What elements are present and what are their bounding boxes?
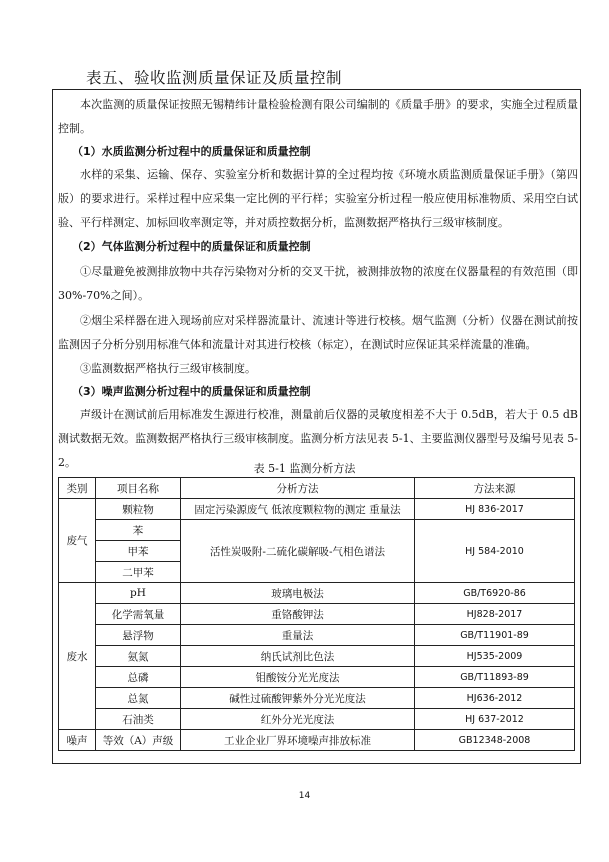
- table-row: [59, 604, 575, 625]
- noise-paragraph: 声级计在测试前后用标准发生源进行校准，测量前后仪器的灵敏度相差不大于 0.5dB，若大于 0.5 dB 测试数据无效。监测数据严格执行三级审核制度。监测分析方法见表 5-1、主要监测仪器型号及编号见表 5-2。: [58, 408, 578, 469]
- table-row: [59, 709, 575, 730]
- table-caption: 表 5-1 监测分析方法: [253, 462, 356, 475]
- method-cell: 工业企业厂界环境噪声排放标准: [181, 730, 415, 751]
- gas-paragraph-2: ②烟尘采样器在进入现场前应对采样器流量计、流速计等进行校核。烟气监测（分析）仪器在测试前按监测因子分析分别用标准气体和流量计对其进行校核（标定），在测试时应保证其采样流量的准确。: [58, 314, 578, 351]
- item-cell: 二甲苯: [96, 562, 181, 583]
- item-cell: 化学需氧量: [96, 604, 181, 625]
- source-cell: HJ 584-2010: [415, 520, 575, 583]
- table-row: [59, 499, 575, 520]
- page-title: 表五、验收监测质量保证及质量控制: [86, 69, 343, 87]
- section-heading-noise: （3）噪声监测分析过程中的质量保证和质量控制: [72, 385, 311, 398]
- gas-paragraph-3: ③监测数据严格执行三级审核制度。: [80, 362, 256, 375]
- item-cell: 总氮: [96, 688, 181, 709]
- table-row: [59, 667, 575, 688]
- item-cell: 等效（A）声级: [96, 730, 181, 751]
- table-row: [59, 520, 575, 541]
- category-cell: 噪声: [59, 730, 96, 751]
- water-paragraph: 水样的采集、运输、保存、实验室分析和数据计算的全过程均按《环境水质监测质量保证手册》（第四版）的要求进行。采样过程中应采集一定比例的平行样；实验室分析过程一般应使用标准物质、采用空白试验、平行样测定、加标回收率测定等，并对质控数据分析，监测数据严格执行三级审核制度。: [58, 168, 578, 229]
- source-cell: GB12348-2008: [415, 730, 575, 751]
- item-cell: 悬浮物: [96, 625, 181, 646]
- source-cell: HJ 836-2017: [415, 499, 575, 520]
- method-cell: 碱性过硫酸钾紫外分光光度法: [181, 688, 415, 709]
- category-cell: 废气: [59, 499, 96, 583]
- source-cell: HJ 637-2012: [415, 709, 575, 730]
- gas-paragraph-1: ①尽量避免被测排放物中共存污染物对分析的交叉干扰，被测排放物的浓度在仪器量程的有效范围（即30%-70%之间）。: [58, 265, 578, 302]
- method-cell: 重铬酸钾法: [181, 604, 415, 625]
- section-heading-gas: （2）气体监测分析过程中的质量保证和质量控制: [72, 240, 311, 253]
- method-cell: 重量法: [181, 625, 415, 646]
- item-cell: 总磷: [96, 667, 181, 688]
- item-cell: 甲苯: [96, 541, 181, 562]
- header-source: 方法来源: [415, 478, 575, 499]
- item-cell: 氨氮: [96, 646, 181, 667]
- method-cell: 钼酸铵分光光度法: [181, 667, 415, 688]
- table-row: [59, 688, 575, 709]
- methods-table: [58, 477, 575, 751]
- method-cell: 活性炭吸附-二硫化碳解吸-气相色谱法: [181, 520, 415, 583]
- table-header-row: [59, 478, 575, 499]
- table-row: [59, 730, 575, 751]
- category-cell: 废水: [59, 583, 96, 730]
- header-item: 项目名称: [96, 478, 181, 499]
- item-cell: 颗粒物: [96, 499, 181, 520]
- source-cell: GB/T11901-89: [415, 625, 575, 646]
- item-cell: 石油类: [96, 709, 181, 730]
- source-cell: HJ535-2009: [415, 646, 575, 667]
- method-cell: 红外分光光度法: [181, 709, 415, 730]
- section-heading-water: （1）水质监测分析过程中的质量保证和质量控制: [72, 145, 311, 158]
- source-cell: HJ636-2012: [415, 688, 575, 709]
- source-cell: GB/T11893-89: [415, 667, 575, 688]
- page-number: 14: [298, 791, 311, 801]
- source-cell: GB/T6920-86: [415, 583, 575, 604]
- header-category: 类别: [59, 478, 96, 499]
- item-cell: pH: [96, 583, 181, 604]
- method-cell: 纳氏试剂比色法: [181, 646, 415, 667]
- table-row: [59, 583, 575, 604]
- source-cell: HJ828-2017: [415, 604, 575, 625]
- method-cell: 固定污染源废气 低浓度颗粒物的测定 重量法: [181, 499, 415, 520]
- header-method: 分析方法: [181, 478, 415, 499]
- table-row: [59, 646, 575, 667]
- intro-paragraph: 本次监测的质量保证按照无锡精纬计量检验检测有限公司编制的《质量手册》的要求，实施全过程质量控制。: [58, 98, 578, 135]
- table-row: [59, 625, 575, 646]
- item-cell: 苯: [96, 520, 181, 541]
- method-cell: 玻璃电极法: [181, 583, 415, 604]
